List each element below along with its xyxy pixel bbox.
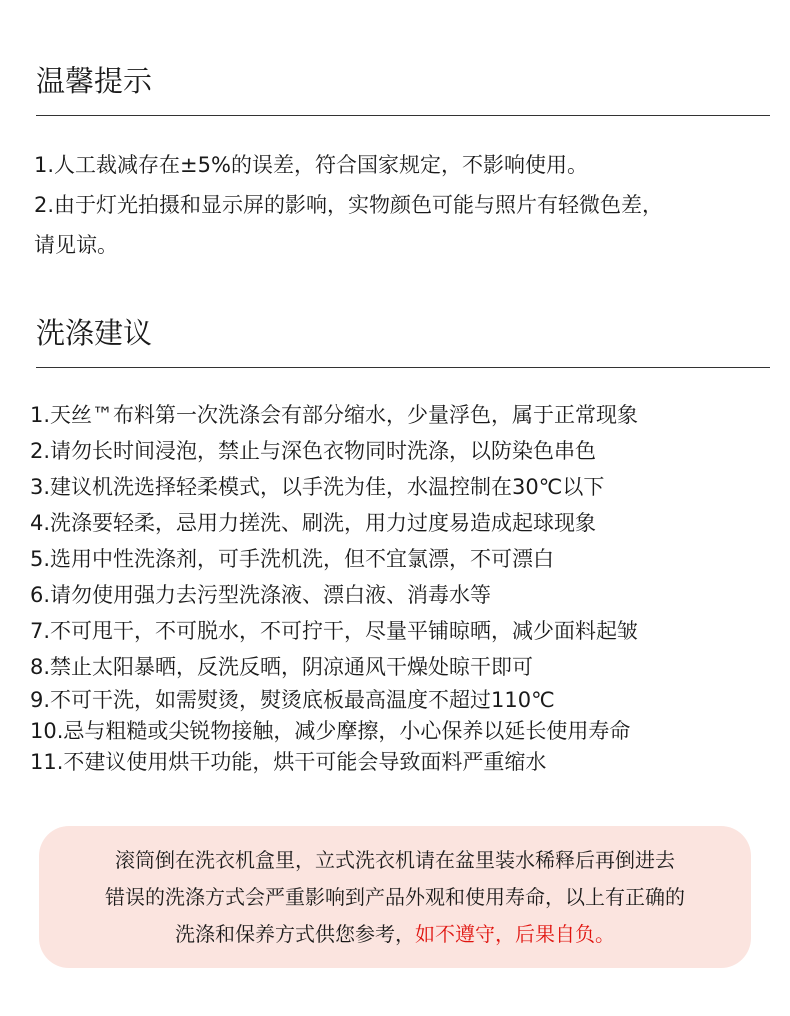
notice-item: 请见谅。: [34, 233, 118, 257]
washing-item: 3.建议机洗选择轻柔模式，以手洗为佳，水温控制在30℃以下: [30, 475, 605, 499]
notice-divider: [36, 115, 770, 116]
washing-list: [30, 397, 775, 778]
washing-item: 11.不建议使用烘干功能，烘干可能会导致面料严重缩水: [30, 750, 547, 774]
notice-list: [34, 145, 774, 265]
washing-item: 5.选用中性洗涤剂，可手洗机洗，但不宜氯漂，不可漂白: [30, 547, 555, 571]
notice-item: 2.由于灯光拍摄和显示屏的影响，实物颜色可能与照片有轻微色差，: [34, 193, 664, 217]
warning-line-1: 滚筒倒在洗衣机盒里，立式洗衣机请在盆里装水稀释后再倒进去: [115, 848, 675, 872]
warning-line-2: 错误的洗涤方式会严重影响到产品外观和使用寿命，以上有正确的: [105, 885, 685, 909]
notice-title: 温馨提示: [36, 64, 153, 98]
washing-item: 10.忌与粗糙或尖锐物接触，减少摩擦，小心保养以延长使用寿命: [30, 719, 631, 743]
washing-item: 9.不可干洗，如需熨烫，熨烫底板最高温度不超过110℃: [30, 688, 555, 712]
washing-title: 洗涤建议: [36, 316, 153, 350]
washing-item: 8.禁止太阳暴晒，反洗反晒，阴凉通风干燥处晾干即可: [30, 655, 534, 679]
warning-line-3: [39, 916, 751, 953]
washing-divider: [36, 367, 770, 368]
washing-item: 7.不可甩干，不可脱水，不可拧干，尽量平铺晾晒，减少面料起皱: [30, 619, 639, 643]
washing-item: 4.洗涤要轻柔，忌用力搓洗、刷洗，用力过度易造成起球现象: [30, 511, 597, 535]
washing-item: 1.天丝™布料第一次洗涤会有部分缩水，少量浮色，属于正常现象: [30, 403, 639, 427]
notice-item: 1.人工裁减存在±5%的误差，符合国家规定，不影响使用。: [34, 153, 588, 177]
washing-item: 2.请勿长时间浸泡，禁止与深色衣物同时洗涤，以防染色串色: [30, 439, 597, 463]
warning-box: [39, 826, 751, 968]
warning-red-text: 如不遵守，后果自负。: [415, 922, 615, 946]
warning-text: 洗涤和保养方式供您参考，: [175, 922, 415, 946]
washing-item: 6.请勿使用强力去污型洗涤液、漂白液、消毒水等: [30, 583, 492, 607]
